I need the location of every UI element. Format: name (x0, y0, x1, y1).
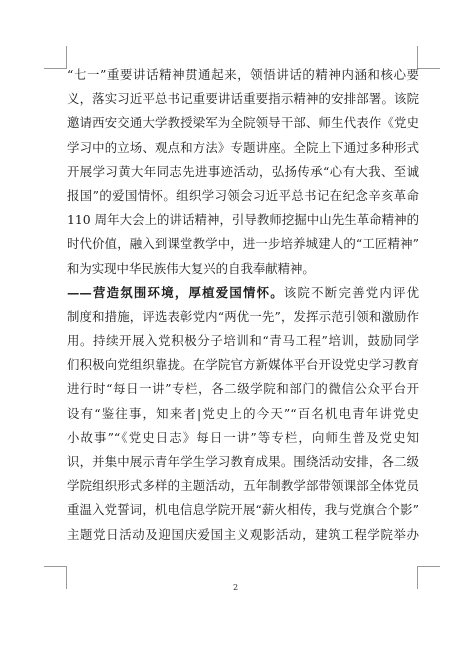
body-line: 110 周年大会上的讲话精神，引导教师挖掘中山先生革命精神的 (67, 212, 419, 228)
body-line: 开展学习黄大年同志先进事迹活动，弘扬传承“心有大我、至诚 (67, 163, 419, 179)
body-line: 小故事”“《党史日志》每日一讲”等专栏，向师生普及党史知 (67, 429, 419, 445)
body-line: 用。持续开展入党积极分子培训和“青马工程”培训，鼓励同学 (67, 333, 419, 349)
crop-mark-top-left (44, 46, 67, 69)
body-line: “七一”重要讲话精神贯通起来，领悟讲话的精神内涵和核心要 (67, 67, 419, 82)
section-heading-line (67, 281, 419, 305)
body-line: 和为实现中华民族伟大复兴的自我奉献精神。 (67, 260, 315, 276)
body-line: 们积极向党组织靠拢。在学院官方新媒体平台开设党史学习教育 (67, 357, 419, 373)
body-line: 重温入党誓词，机电信息学院开展“薪火相传，我与党旗合个影” (67, 502, 419, 518)
body-line: 时代价值，融入到课堂教学中，进一步培养城建人的“工匠精神” (67, 236, 419, 252)
body-line: 邀请西安交通大学教授梁军为全院领导干部、师生代表作《党史 (67, 115, 419, 131)
body-line: 识，并集中展示青年学生学习教育成果。围绕活动安排，各二级 (67, 454, 419, 469)
body-line: 进行时“每日一讲”专栏，各二级学院和部门的微信公众平台开 (67, 381, 419, 397)
body-line: 义，落实习近平总书记重要讲话重要指示精神的安排部署。该院 (67, 91, 419, 107)
body-line: 主题党日活动及迎国庆爱国主义观影活动，建筑工程学院举办 (67, 526, 419, 542)
document-body (67, 63, 419, 547)
body-line: 设有“鉴往事，知来者|党史上的今天”“百名机电青年讲党史 (67, 405, 419, 421)
page-number: 2 (232, 583, 239, 592)
body-line: 报国”的爱国情怀。组织学习领会习近平总书记在纪念辛亥革命 (67, 187, 419, 203)
body-line: 学习中的立场、观点和方法》专题讲座。全院上下通过多种形式 (67, 139, 419, 155)
section-heading: ——营造氛围环境，厚植爱国情怀。 (67, 284, 284, 300)
crop-mark-top-right (417, 46, 440, 69)
body-line: 制度和措施，评选表彰党内“两优一先”，发挥示范引领和激励作 (67, 308, 419, 324)
body-text: 该院不断完善党内评优 (283, 284, 419, 300)
body-line: 学院组织形式多样的主题活动，五年制教学部带领课部全体党员 (67, 478, 419, 494)
